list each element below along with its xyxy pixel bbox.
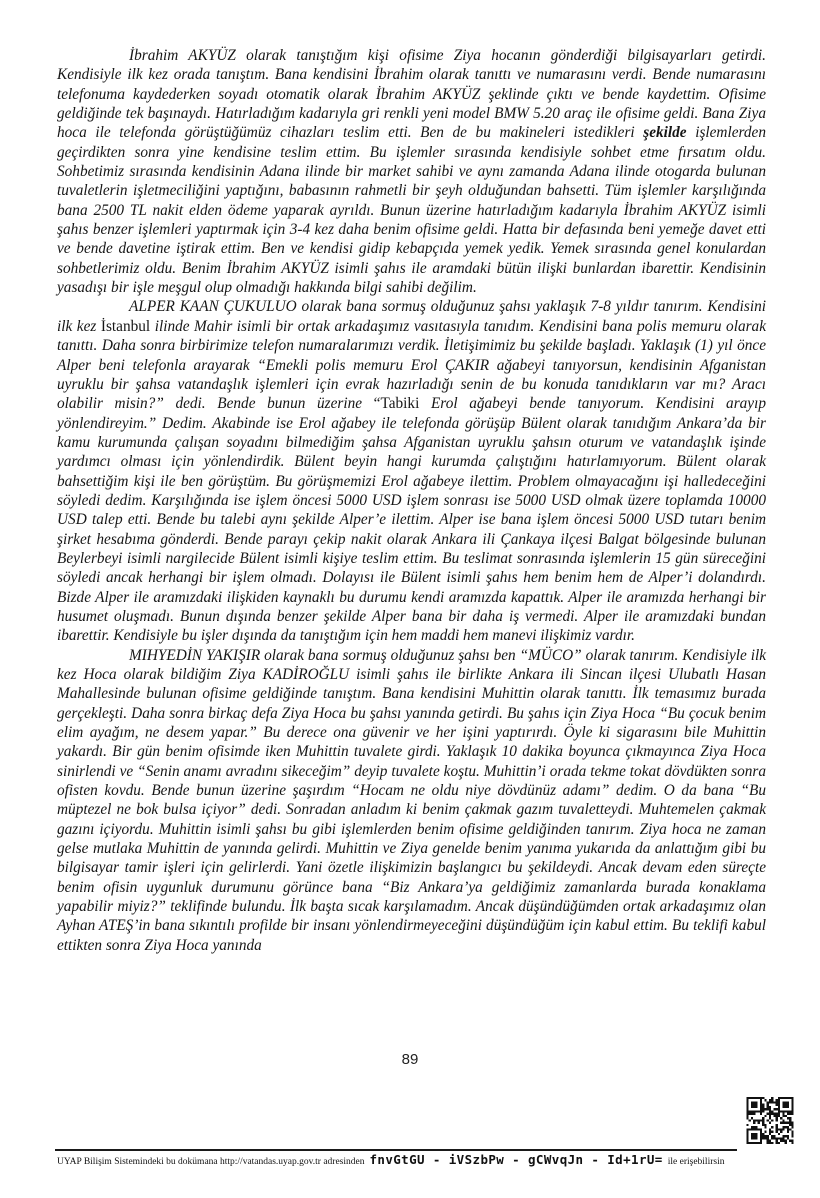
text-run: İstanbul — [100, 317, 151, 335]
text-run: şekilde — [643, 124, 687, 142]
paragraph — [57, 646, 766, 956]
paragraph — [57, 46, 766, 297]
text-run: MIHYEDİN YAKIŞIR olarak bana sormuş olduğunuz şahsı ben “MÜCO” olarak tanırım. Kendisiyle ilk kez Hoca olarak bildiğim Ziya KADİROĞLU isimli şahıs ile birlikte Ankara ili Sincan ilçesi Ulubatlı Hasan Mahallesinde bulunan ofisime geldiğinde tanıştım. Bana kendisini Muhittin olarak tanıttı. İlk temasımız burada gerçekleşti. Daha sonra birkaç defa Ziya Hoca bu şahsı yanında getirdi. Bu şahıs için Ziya Hoca “Bu çocuk benim elim ayağım, ne desem yapar.” Bu derece ona güvenir ve her işini yaptırırdı. Öyle ki sigarasını bile Muhittin yakardı. Bir gün benim ofisimde iken Muhittin tuvalete girdi. Yaklaşık 10 dakika boyunca çıkmayınca Ziya Hoca sinirlendi ve “Senin anamı avradını sikeceğim” deyip tuvalete koştu. Muhittin’i orada tekme tokat dövdükten sonra ofisten kovdu. Bende bunun üzerine şaşırdım “Hocam ne oldu niye dövdünüz adamı” dedim. O da bana “Bu müptezel ne bok bulsa içiyor” dedi. Sonradan anladım ki benim çakmak gazım tuvaletteydi. Muhtemelen çakmak gazını içiyordu. Muhittin isimli şahsı bu gibi işlemlerden benim ofisime geldiğinden tanırım. Ziya hoca ne zaman gelse mutlaka Muhittin de yanında gelirdi. Muhittin ve Ziya genelde benim yanıma yukarıda da anlattığım gibi bu bilgisayar tamir işleri için gelirlerdi. Yani özetle ilişkimizin başlangıcı bu şekildeydi. Ancak devam eden süreçte benim ofisin uygunluk durumunu görünce bana “Biz Ankara’ya geldiğimiz zamanlarda burada konaklama yapabilir miyiz?” teklifinde bulundu. İlk başta sıcak karşılamadım. Ancak düşündüğümden ortak arkadaşımız olan Ayhan ATEŞ’in bana sıkıntılı profilde bir insanı yönlendirmeyeceğini düşündüğüm için kabul ettim. Bu teklifi kabul ettikten sonra Ziya Hoca yanında — [57, 646, 766, 954]
qr-code-icon — [746, 1097, 794, 1144]
footer-access-line — [57, 1152, 757, 1167]
footer-divider — [55, 1149, 737, 1151]
footer-verification-code: fnvGtGU - iVSzbPw - gCWvqJn - Id+1rU= — [369, 1152, 663, 1167]
footer-access-suffix: ile erişebilirsin — [667, 1157, 725, 1167]
paragraph — [57, 297, 766, 645]
page-number: 89 — [401, 1051, 419, 1068]
text-run: Erol ağabeyi bende tanıyorum. Kendisini arayıp yönlendireyim.” Dedim. Akabinde ise Erol ağabey ile telefonda görüşüp Bülent olarak tanıdığım Ankara’da bir kamu kurumunda çalışan soyadını bilmediğim şahsa Afganistan uyruklu şahsın oturum ve vatandaşlık işinde yardımcı olması için yönlendirdik. Bülent beyin hangi kurumda çalıştığını hatırlamıyorum. Bülent olarak bahsettiğim kişi ile ben görüştüm. Bu görüşmemizi Erol ağabeye ilettim. Problem olmayacağını işi halledeceğini söyledi dedim. Karşılığında ise işlem öncesi 5000 USD işlem sonrası ise 5000 USD olmak üzere toplamda 10000 USD talep etti. Bende bu talebi aynı şekilde Alper’e ilettim. Alper ise bana işlem öncesi 5000 USD tutarı benim şirket hesabıma gönderdi. Bende parayı çekip nakit olarak Ankara ili Çankaya ilçesi Balgat bölgesinde bulunan Beylerbeyi isimli nargilecide Bülent isimli kişiye teslim ettim. Bu teslimat sonrasında işlemlerin 15 gün süreceğini söyledi ancak herhangi bir işlem olmadı. Dolayısı ile Bülent isimli şahıs hem benim hem de Alper’i dolandırdı. Bizde Alper ile aramızdaki ilişkiden kaynaklı bu durumu kendi aramızda kapattık. Alper ile aramızda herhangi bir husumet oluşmadı. Bunun dışında benzer şekilde Alper bana bir daha iş vermedi. Alper ile aramızdaki bundan ibarettir. Kendisiyle bu işler dışında da tanıştığım için hem maddi hem manevi ilişkimiz vardır. — [57, 395, 766, 645]
text-run: ilinde Mahir isimli bir ortak arkadaşımız vasıtasıyla tanıdım. Kendisini bana polis memuru olarak tanıttı. Daha sonra birbirimize telefon numaralarımızı verdik. İletişimimiz bu şekilde başladı. Yaklaşık (1) yıl önce Alper beni telefonla arayarak “Emekli polis memuru Erol ÇAKIR ağabeyi tanıyorsun, kendisinin Afganistan uyruklu bir şahsa vatandaşlık işlemleri için evrak hazırladığı senin de bu konuda tanıdıkların var mı? Aracı olabilir misin?” dedi. Bende bunun üzerine — [57, 317, 766, 413]
text-run: “Tabiki — [373, 395, 420, 413]
text-body — [57, 46, 766, 955]
text-run: işlemlerden geçirdikten sonra yine kendisine teslim ettim. Bu işlemler sırasında kendisiyle sohbet etme fırsatım oldu. Sohbetimiz sırasında kendisinin Adana ilinde bir market sahibi ve aynı zamanda Adana ilinde otogarda bulunan tuvaletlerin işletmeciliğini yaptığını, babasının rahmetli bir şeyh olduğundan bahsetti. Tüm işlemler karşılığında bana 2500 TL nakit elden ödeme yaparak ayrıldı. Bunun üzerine hatırladığım kadarıyla İbrahim AKYÜZ isimli şahıs benzer işlemleri yaptırmak için 3-4 kez daha benim ofisime geldi. Hatta bir defasında beni yemeğe davet etti ve bende davetine iştirak ettim. Ben ve kendisi gidip kebapçıda yemek yedik. Yemek sırasında genel konulardan sohbetlerimiz oldu. Benim İbrahim AKYÜZ isimli şahıs ile aramdaki bütün ilişki bunlardan ibarettir. Kendisinin yasadışı bir işle meşgul olup olmadığı hakkında bilgi sahibi değilim. — [57, 124, 766, 297]
text-run: İbrahim AKYÜZ olarak tanıştığım kişi ofisime Ziya hocanın gönderdiği bilgisayarları getirdi. Kendisiyle ilk kez orada tanıştım. Bana kendisini İbrahim olarak tanıttı ve numarasını verdi. Bende numarasını telefonuma kaydederken soyadı otomatik olarak İbrahim AKYÜZ şeklinde çıktı ve bende kaydettim. Ofisime geldiğinde tek başınaydı. Hatırladığım kadarıyla gri renkli yeni model BMW 5.20 araç ile ofisime geldi. Bana Ziya hoca ile telefonda görüştüğümüz cihazları teslim etti. Ben de bu makineleri istedikleri — [57, 47, 766, 142]
text-run: ALPER KAAN ÇUKULUO olarak bana sormuş olduğunuz şahsı yaklaşık 7-8 yıldır tanırım. Kendisini ilk kez — [57, 298, 766, 335]
footer-access-prefix: UYAP Bilişim Sistemindeki bu dokümana http://vatandas.uyap.gov.tr adresinden — [57, 1157, 365, 1167]
